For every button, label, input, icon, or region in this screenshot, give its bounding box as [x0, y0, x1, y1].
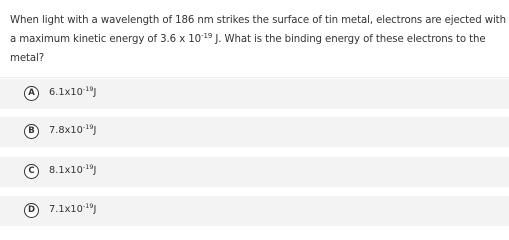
question-text-part-2: J. What is the binding energy of these electrons to the metal? — [10, 34, 486, 64]
choice-a-mantissa: 6.1x10 — [49, 87, 83, 98]
choice-b-unit: J — [93, 125, 97, 136]
choice-b[interactable] — [0, 117, 509, 147]
choice-c-unit: J — [93, 165, 97, 176]
question-text — [10, 11, 506, 68]
choice-a[interactable] — [0, 79, 509, 109]
question-text-part-1: When light with a wavelength of 186 nm strikes the surface of tin metal, electrons are ejected with a maximum kinetic energy of 3.6 x 10 — [10, 15, 506, 45]
choice-b-exponent: -19 — [82, 123, 94, 131]
choice-b-answer — [49, 125, 96, 137]
choice-a-letter-badge: A — [24, 86, 39, 101]
choice-b-letter-badge: B — [24, 124, 39, 139]
answer-choices — [0, 77, 509, 237]
choice-c-mantissa: 8.1x10 — [49, 165, 83, 176]
choice-b-mantissa: 7.8x10 — [49, 125, 83, 136]
choice-c-letter-badge: C — [24, 164, 39, 179]
choice-a-unit: J — [93, 87, 97, 98]
choice-d-mantissa: 7.1x10 — [49, 204, 83, 215]
choice-c-answer — [49, 165, 96, 177]
choice-c-exponent: -19 — [82, 163, 94, 171]
choice-a-exponent: -19 — [82, 85, 94, 93]
choice-d-unit: J — [93, 204, 97, 215]
question-exponent: -19 — [201, 32, 213, 40]
choice-c[interactable] — [0, 157, 509, 187]
choice-d-answer — [49, 204, 96, 216]
choice-d[interactable] — [0, 196, 509, 226]
choice-d-exponent: -19 — [82, 202, 94, 210]
choice-d-letter-badge: D — [24, 203, 39, 218]
choice-a-answer — [49, 87, 96, 99]
